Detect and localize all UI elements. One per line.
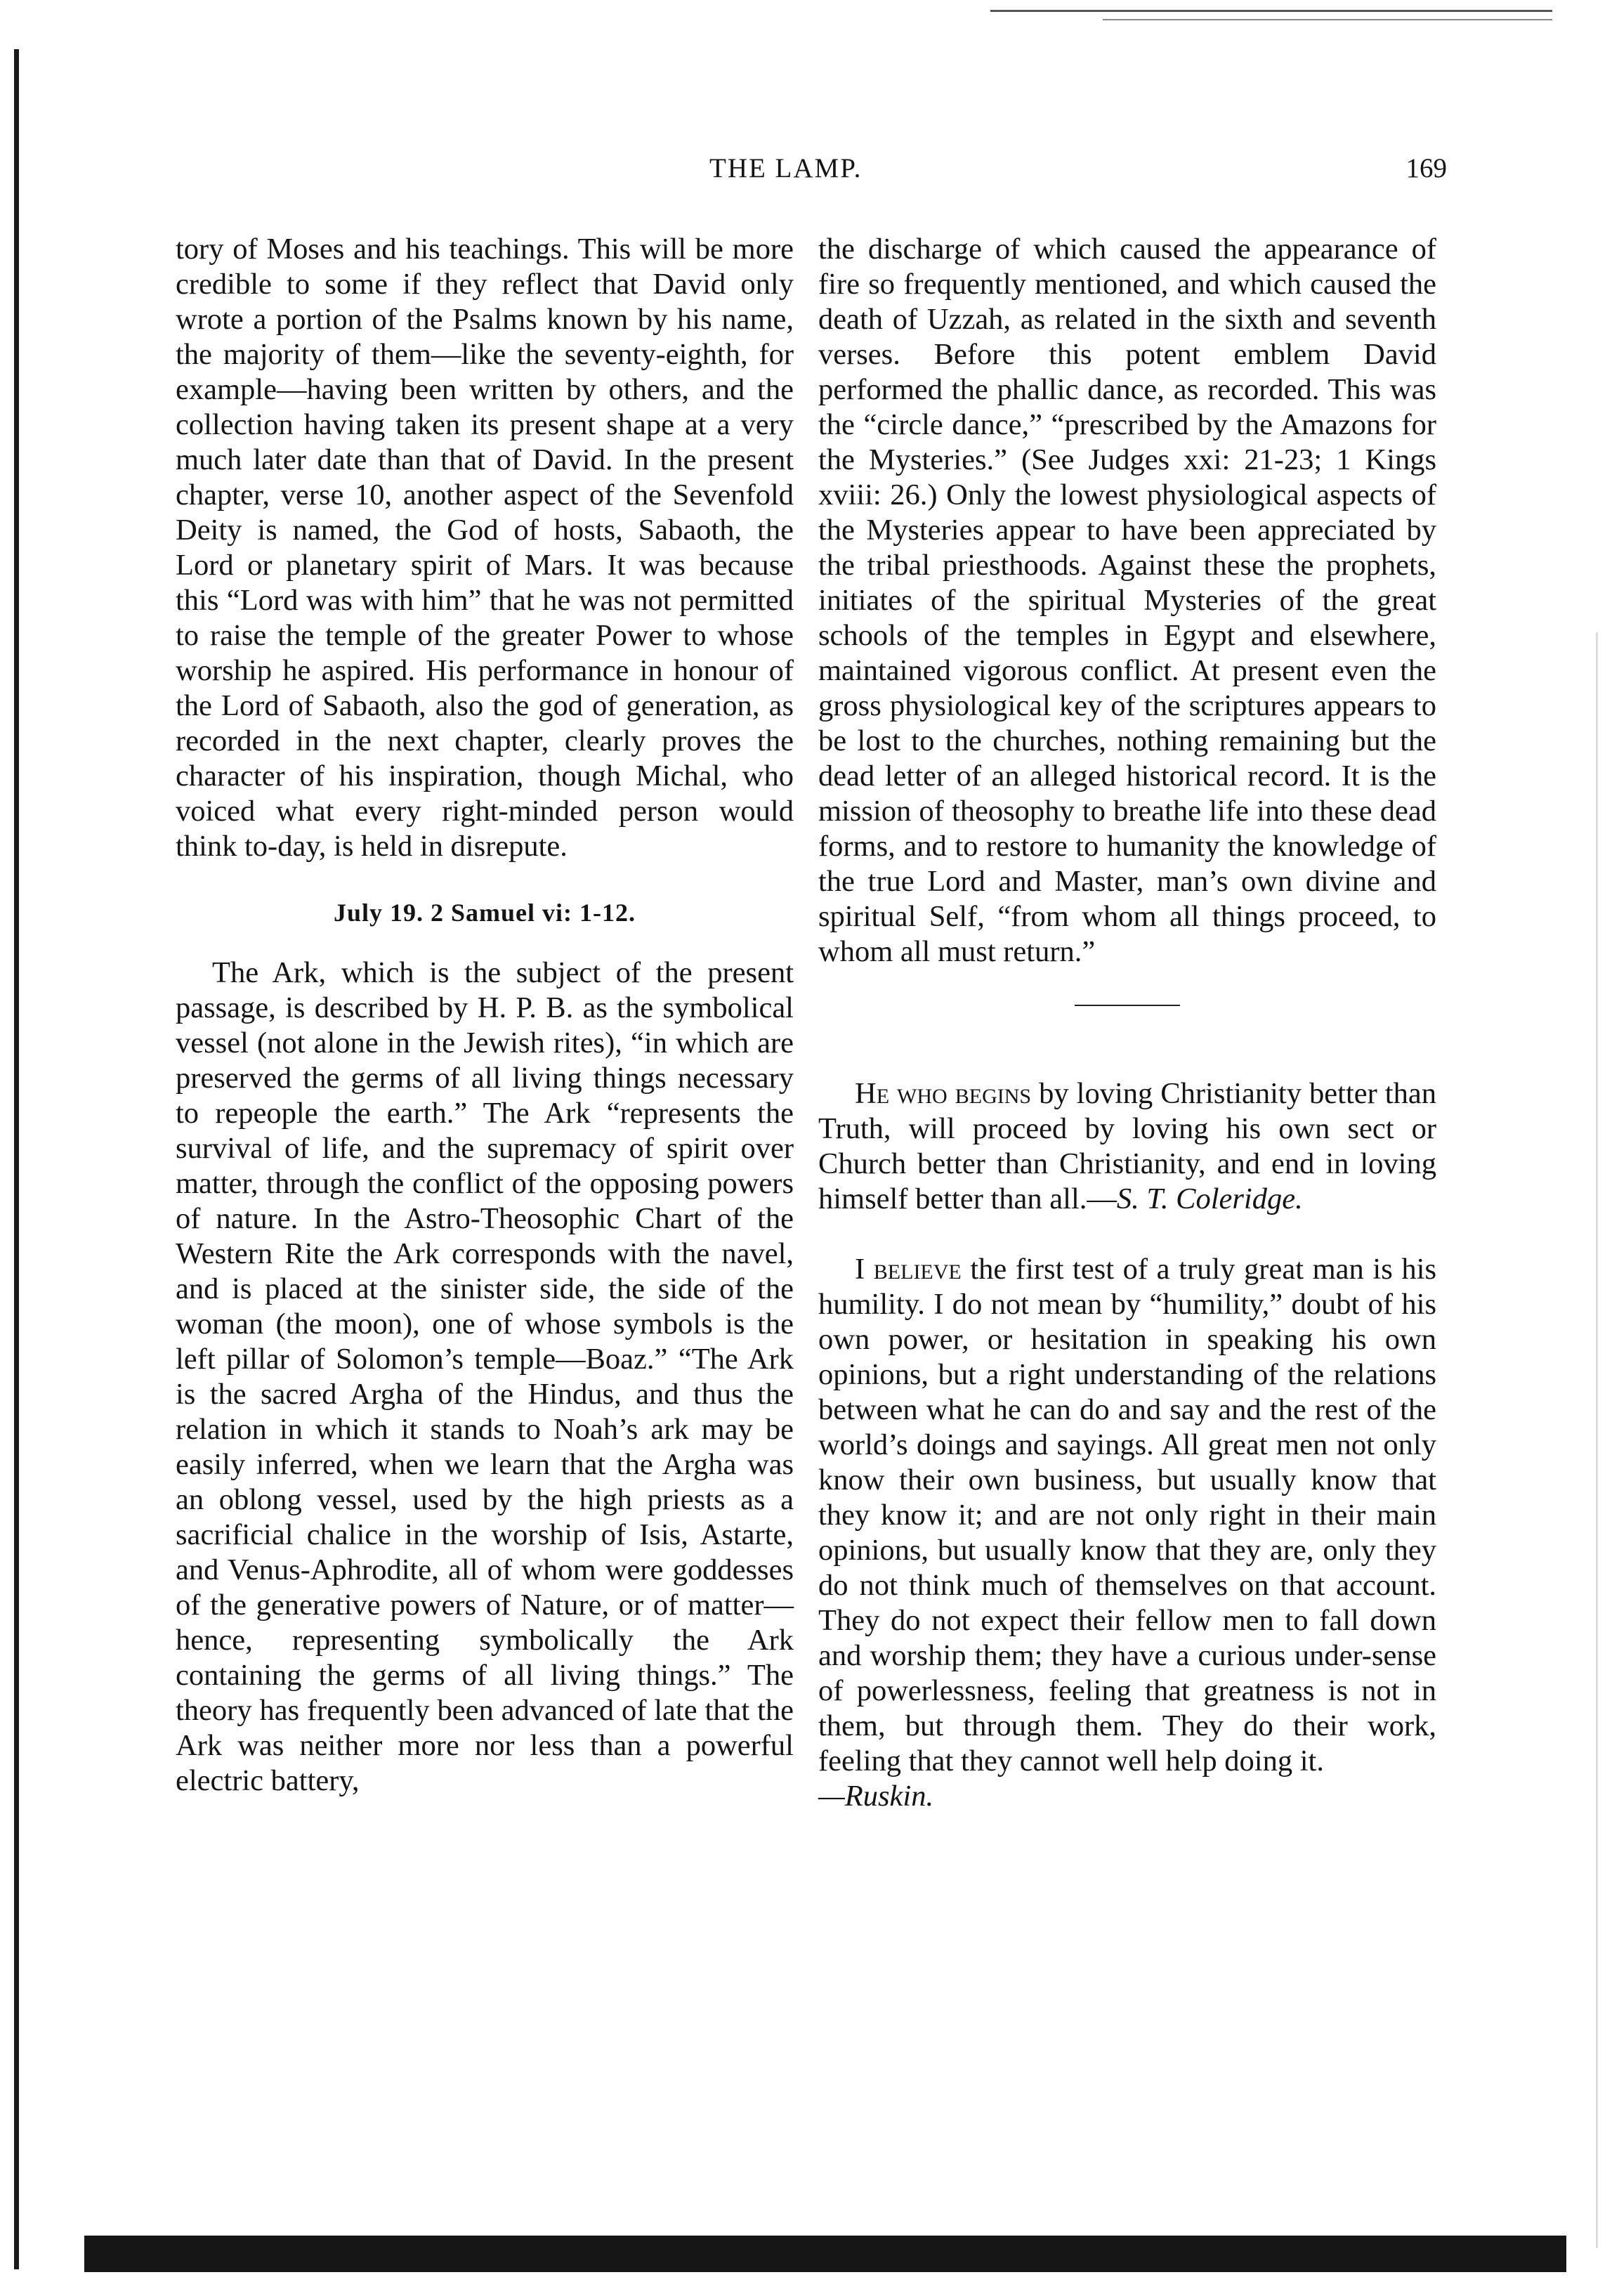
quote-author: —Ruskin. [818,1780,934,1813]
quote-body: the first test of a truly great man is his humility. I do not mean by “humility,” doubt of his own power, or hesitation in speaking his own opinions, but a right understanding of the relations between what he can do and say and the rest of the world’s doings and sayings. All great men not only know their own business, but usually know that they know it; and are not only right in their main opinions, but usually know that they are, only they do not think much of themselves on that account. They do not expect their fellow men to fall down and worship them; they have a curious under-sense of powerlessness, feeling that greatness is not in them, but through them. They do their work, feeling that they cannot well help doing it. [818,1253,1436,1778]
quotation-coleridge [818,1076,1436,1217]
quote-lead: He who begins [855,1077,1032,1110]
paragraph: the discharge of which caused the appearance of fire so frequently mentioned, and which caused the death of Uzzah, as related in the sixth and seventh verses. Before this potent emblem David performed the phallic dance, as recorded. This was the “circle dance,” “prescribed by the Amazons for the Mysteries.” (See Judges xxi: 21-23; 1 Kings xviii: 26.) Only the lowest physiological aspects of the Mysteries appear to have been appreciated by the tribal priesthoods. Against these the prophets, initiates of the spiritual Mysteries of the great schools of the temples in Egypt and elsewhere, maintained vigorous conflict. At present even the gross physiological key of the scriptures appears to be lost to the churches, nothing remaining but the dead letter of an alleged historical record. It is the mission of theosophy to breathe life into these dead forms, and to restore to humanity the knowledge of the true Lord and Master, man’s own divine and spiritual Self, “from whom all things proceed, to whom all must return.” [818,233,1436,968]
quotation-ruskin [818,1252,1436,1814]
quote-body: by loving Christianity better than Truth, will proceed by loving his own sect or Church better than Christianity, and end in loving himself better than all.— [818,1077,1436,1215]
right-column [818,232,1436,1814]
section-divider [1075,1005,1180,1006]
running-title: THE LAMP. [709,153,863,183]
scan-top-rules [990,10,1552,20]
page-number: 169 [1405,153,1447,183]
scan-bottom-edge [84,2236,1566,2272]
page-header [176,149,1447,191]
scan-left-edge [14,49,19,2269]
quote-author: S. T. Coleridge. [1116,1182,1303,1215]
scan-right-margin [1596,632,1598,2248]
quote-lead: I believe [855,1253,962,1286]
left-column [176,232,794,1799]
lesson-heading: July 19. 2 Samuel vi: 1-12. [333,899,636,927]
paragraph: The Ark, which is the subject of the present passage, is described by H. P. B. as the symbolical vessel (not alone in the Jewish rites), “in which are preserved the germs of all living things necessary to repeople the earth.” The Ark “represents the survival of life, and the supremacy of spirit over matter, through the conflict of the opposing powers of nature. In the Astro-Theosophic Chart of the Western Rite the Ark corresponds with the navel, and is placed at the sinister side, the side of the woman (the moon), one of whose symbols is the left pillar of Solomon’s temple—Boaz.” “The Ark is the sacred Argha of the Hindus, and thus the relation in which it stands to Noah’s ark may be easily inferred, when we learn that the Argha was an oblong vessel, used by the high priests as a sacrificial chalice in the worship of Isis, Astarte, and Venus-Aphrodite, all of whom were goddesses of the generative powers of Nature, or of matter—hence, representing symbolically the Ark containing the germs of all living things.” The theory has frequently been advanced of late that the Ark was neither more nor less than a powerful electric battery, [176,956,794,1797]
paragraph: tory of Moses and his teachings. This will be more credible to some if they reflect that David only wrote a portion of the Psalms known by his name, the majority of them—like the seventy-eighth, for example—having been written by others, and the collection having taken its present shape at a very much later date than that of David. In the present chapter, verse 10, another aspect of the Sevenfold Deity is named, the God of hosts, Sabaoth, the Lord or planetary spirit of Mars. It was because this “Lord was with him” that he was not permitted to raise the temple of the greater Power to whose worship he aspired. His performance in honour of the Lord of Sabaoth, also the god of generation, as recorded in the next chapter, clearly proves the character of his inspiration, though Michal, who voiced what every right-minded person would think to-day, is held in disrepute. [176,233,794,863]
